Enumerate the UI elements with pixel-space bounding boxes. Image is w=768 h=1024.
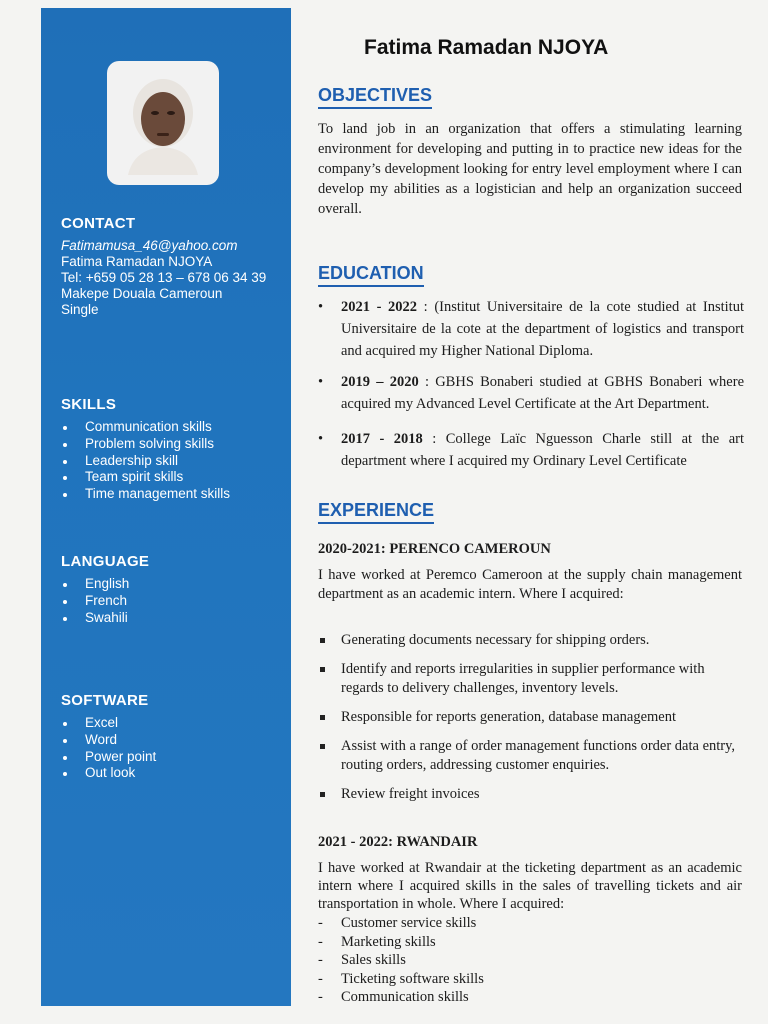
skills-section (61, 396, 286, 503)
experience-heading: EXPERIENCE (318, 500, 434, 524)
education-detail: : College Laïc Nguesson Charle still at the art department where I acquired my Ordinary Level Certificate (341, 431, 744, 469)
list-item: Generating documents necessary for shipping orders. (318, 631, 744, 650)
education-item: • 2017 - 2018 : College Laïc Nguesson Charle still at the art department where I acquired my Ordinary Level Certificate (318, 431, 744, 469)
software-list (61, 715, 286, 782)
job-duties-list (318, 631, 744, 804)
list-item: - Marketing skills (318, 933, 744, 952)
list-item: Communication skills (61, 419, 286, 436)
education-years: 2019 – 2020 (341, 374, 419, 390)
list-item: - Sales skills (318, 951, 744, 970)
education-detail: : GBHS Bonaberi studied at GBHS Bonaberi where acquired my Advanced Level Certificate at the Art Department. (341, 374, 745, 412)
job-title: 2021 - 2022: RWANDAIR (318, 834, 478, 850)
skills-list (61, 419, 286, 503)
job-company: PERENCO CAMEROUN (389, 541, 551, 557)
sidebar (41, 8, 291, 1006)
education-years: 2021 - 2022 (341, 299, 418, 315)
education-item: • 2019 – 2020 : GBHS Bonaberi studied at GBHS Bonaberi where acquired my Advanced Level Certificate at the Art Department. (318, 374, 745, 412)
language-section (61, 553, 286, 626)
contact-heading: CONTACT (61, 215, 136, 232)
list-item: English (61, 576, 286, 593)
job-skills-list (318, 914, 744, 1007)
list-item: Team spirit skills (61, 469, 286, 486)
list-item: - Customer service skills (318, 914, 744, 933)
list-item: Word (61, 732, 286, 749)
contact-section (61, 215, 286, 318)
language-list (61, 576, 286, 626)
list-item: Swahili (61, 610, 286, 627)
contact-status: Single (61, 302, 99, 317)
job-intro: I have worked at Rwandair at the ticketing department as an academic intern where I acquired skills in the sales of travelling tickets and air transportation in whole. Where I acquired: (318, 860, 742, 912)
list-item: Responsible for reports generation, database management (318, 708, 744, 727)
list-item: - Communication skills (318, 988, 744, 1007)
education-item: • 2021 - 2022 : (Institut Universitaire de la cote studied at Institut Universitaire de la cote at the department of logistics and transport and acquired my Higher National Diploma. (318, 299, 744, 359)
skills-heading: SKILLS (61, 396, 117, 413)
education-heading: EDUCATION (318, 263, 424, 287)
contact-email[interactable]: Fatimamusa_46@yahoo.com (61, 238, 238, 253)
portrait-image (120, 71, 206, 175)
list-item: Excel (61, 715, 286, 732)
education-years: 2017 - 2018 (341, 431, 423, 447)
education-detail: : (Institut Universitaire de la cote studied at Institut Universitaire de la cote at the department of logistics and transport and acquired my Higher National Diploma. (341, 299, 744, 359)
profile-photo (107, 61, 219, 185)
list-item: Leadership skill (61, 453, 286, 470)
list-item: Assist with a range of order management functions order data entry, routing orders, addressing customer enquiries. (318, 737, 744, 775)
job-company: RWANDAIR (396, 834, 478, 850)
job-title: 2020-2021: PERENCO CAMEROUN (318, 541, 551, 557)
job-intro: I have worked at Peremco Cameroon at the supply chain management department as an academic intern. Where I acquired: (318, 567, 742, 602)
list-item: Review freight invoices (318, 785, 744, 804)
software-section (61, 692, 286, 782)
list-item: Identify and reports irregularities in supplier performance with regards to delivery challenges, inventory levels. (318, 660, 744, 698)
contact-address: Makepe Douala Cameroun (61, 286, 223, 301)
language-heading: LANGUAGE (61, 553, 150, 570)
list-item: - Ticketing software skills (318, 970, 744, 989)
page-title: Fatima Ramadan NJOYA (364, 36, 609, 59)
job-years: 2020-2021 (318, 541, 381, 557)
list-item: Time management skills (61, 486, 286, 503)
job-years: 2021 - 2022 (318, 834, 389, 850)
objectives-text: To land job in an organization that offers a stimulating learning environment for developing and putting in to practice new ideas for the company’s development looking for entry level employment where I can develop my abilities as a logistician and help an organization succeed overall. (318, 121, 742, 217)
objectives-heading: OBJECTIVES (318, 85, 432, 109)
list-item: French (61, 593, 286, 610)
list-item: Out look (61, 765, 286, 782)
list-item: Power point (61, 749, 286, 766)
contact-name: Fatima Ramadan NJOYA (61, 254, 213, 269)
contact-phone: Tel: +659 05 28 13 – 678 06 34 39 (61, 270, 267, 285)
software-heading: SOFTWARE (61, 692, 149, 709)
list-item: Problem solving skills (61, 436, 286, 453)
